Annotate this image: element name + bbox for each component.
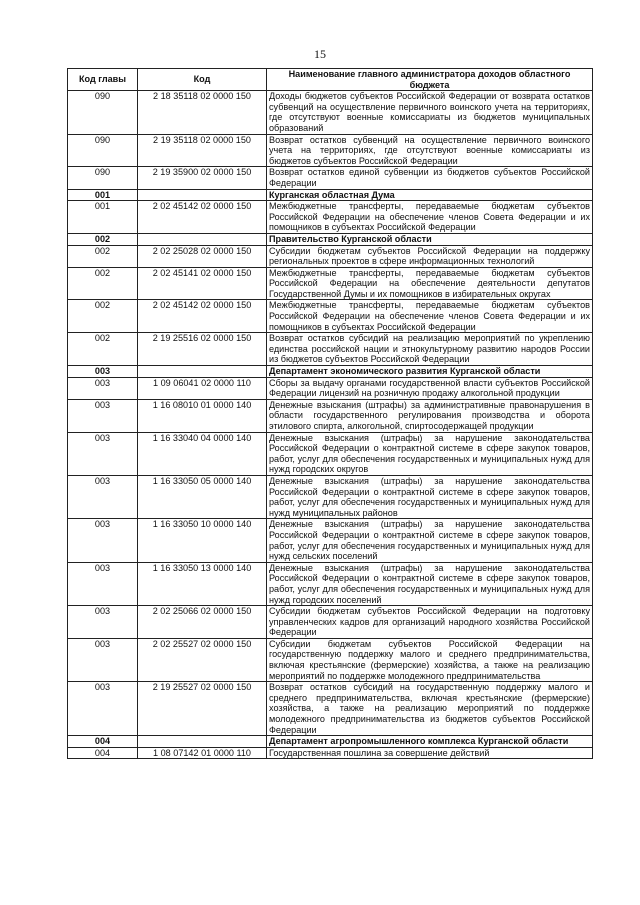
table-row	[68, 519, 593, 562]
chapter-code-cell: 002	[68, 333, 138, 366]
name-cell: Департамент экономического развития Курганской области	[267, 366, 593, 378]
chapter-code-cell: 090	[68, 134, 138, 167]
name-cell: Денежные взыскания (штрафы) за нарушение законодательства Российской Федерации о контрактной системе в сфере закупок товаров, работ, услуг для обеспечения государственных и муниципальных нужд для нужд городских поселений	[267, 562, 593, 605]
section-row	[68, 736, 593, 748]
table-row	[68, 134, 593, 167]
table-row	[68, 562, 593, 605]
table-row	[68, 267, 593, 300]
name-cell: Денежные взыскания (штрафы) за административные правонарушения в области государственного регулирования производства и оборота этилового спирта, алкогольной, спиртосодержащей продукции	[267, 399, 593, 432]
name-cell: Возврат остатков субвенций на осуществление первичного воинского учета на территориях, где отсутствуют военные комиссариаты из бюджетов субъектов Российской Федерации	[267, 134, 593, 167]
chapter-code-cell: 003	[68, 562, 138, 605]
table-row	[68, 432, 593, 475]
chapter-code-cell: 003	[68, 475, 138, 518]
name-cell: Межбюджетные трансферты, передаваемые бюджетам субъектов Российской Федерации на обеспечение деятельности депутатов Государственной Думы и их помощников в избирательных округах	[267, 267, 593, 300]
table-row	[68, 606, 593, 639]
chapter-code-cell: 003	[68, 638, 138, 681]
name-cell: Государственная пошлина за совершение действий	[267, 747, 593, 759]
name-cell: Денежные взыскания (штрафы) за нарушение законодательства Российской Федерации о контрактной системе в сфере закупок товаров, работ, услуг для обеспечения государственных и муниципальных нужд для нужд городских округов	[267, 432, 593, 475]
chapter-code-cell: 004	[68, 736, 138, 748]
code-cell	[138, 189, 267, 201]
table-row	[68, 201, 593, 234]
code-cell: 2 19 25516 02 0000 150	[138, 333, 267, 366]
code-cell: 2 02 25066 02 0000 150	[138, 606, 267, 639]
name-cell: Субсидии бюджетам субъектов Российской Федерации на поддержку региональных проектов в сфере информационных технологий	[267, 245, 593, 267]
code-cell: 2 02 45142 02 0000 150	[138, 201, 267, 234]
header-name: Наименование главного администратора доходов областного бюджета	[267, 69, 593, 91]
code-cell: 2 19 35118 02 0000 150	[138, 134, 267, 167]
chapter-code-cell: 090	[68, 91, 138, 134]
name-cell: Курганская областная Дума	[267, 189, 593, 201]
code-cell: 1 16 33050 13 0000 140	[138, 562, 267, 605]
name-cell: Денежные взыскания (штрафы) за нарушение законодательства Российской Федерации о контрактной системе в сфере закупок товаров, работ, услуг для обеспечения государственных и муниципальных нужд для нужд сельских поселений	[267, 519, 593, 562]
code-cell: 1 16 33040 04 0000 140	[138, 432, 267, 475]
chapter-code-cell: 001	[68, 201, 138, 234]
name-cell: Правительство Курганской области	[267, 233, 593, 245]
section-row	[68, 189, 593, 201]
chapter-code-cell: 003	[68, 366, 138, 378]
table-row	[68, 245, 593, 267]
code-cell	[138, 366, 267, 378]
table-row	[68, 333, 593, 366]
code-cell: 2 02 45142 02 0000 150	[138, 300, 267, 333]
chapter-code-cell: 090	[68, 167, 138, 189]
chapter-code-cell: 001	[68, 189, 138, 201]
table-row	[68, 399, 593, 432]
revenue-administrators-table	[67, 68, 593, 759]
chapter-code-cell: 002	[68, 233, 138, 245]
code-cell: 2 02 25028 02 0000 150	[138, 245, 267, 267]
name-cell: Сборы за выдачу органами государственной власти субъектов Российской Федерации лицензий на розничную продажу алкогольной продукции	[267, 377, 593, 399]
table-row	[68, 638, 593, 681]
chapter-code-cell: 002	[68, 245, 138, 267]
table-header-row	[68, 69, 593, 91]
name-cell: Возврат остатков субсидий на реализацию мероприятий по укреплению единства российской нации и этнокультурному развитию народов России из бюджетов субъектов Российской Федерации	[267, 333, 593, 366]
code-cell: 1 16 33050 10 0000 140	[138, 519, 267, 562]
table-row	[68, 300, 593, 333]
table-row	[68, 167, 593, 189]
code-cell: 2 18 35118 02 0000 150	[138, 91, 267, 134]
name-cell: Субсидии бюджетам субъектов Российской Федерации на подготовку управленческих кадров для организаций народного хозяйства Российской Федерации	[267, 606, 593, 639]
chapter-code-cell: 003	[68, 682, 138, 736]
code-cell: 2 19 25527 02 0000 150	[138, 682, 267, 736]
code-cell: 2 19 35900 02 0000 150	[138, 167, 267, 189]
section-row	[68, 366, 593, 378]
table-row	[68, 475, 593, 518]
chapter-code-cell: 002	[68, 267, 138, 300]
chapter-code-cell: 003	[68, 606, 138, 639]
code-cell	[138, 736, 267, 748]
code-cell: 1 09 06041 02 0000 110	[138, 377, 267, 399]
chapter-code-cell: 002	[68, 300, 138, 333]
table-row	[68, 377, 593, 399]
table-body	[68, 91, 593, 759]
name-cell: Возврат остатков единой субвенции из бюджетов субъектов Российской Федерации	[267, 167, 593, 189]
chapter-code-cell: 004	[68, 747, 138, 759]
header-code: Код	[138, 69, 267, 91]
page-number: 15	[314, 47, 326, 61]
name-cell: Возврат остатков субсидий на государственную поддержку малого и среднего предпринимательства, включая крестьянские (фермерские) хозяйства, а также на реализацию мероприятий по поддержке молодежного предпринимательства из бюджетов субъектов Российской Федерации	[267, 682, 593, 736]
name-cell: Департамент агропромышленного комплекса Курганской области	[267, 736, 593, 748]
table-row	[68, 682, 593, 736]
code-cell: 1 16 33050 05 0000 140	[138, 475, 267, 518]
name-cell: Межбюджетные трансферты, передаваемые бюджетам субъектов Российской Федерации на обеспечение членов Совета Федерации и их помощников в субъектах Российской Федерации	[267, 201, 593, 234]
table-row	[68, 747, 593, 759]
chapter-code-cell: 003	[68, 519, 138, 562]
code-cell	[138, 233, 267, 245]
name-cell: Денежные взыскания (штрафы) за нарушение законодательства Российской Федерации о контрактной системе в сфере закупок товаров, работ, услуг для обеспечения государственных и муниципальных нужд для нужд муниципальных районов	[267, 475, 593, 518]
header-chapter-code: Код главы	[68, 69, 138, 91]
code-cell: 1 08 07142 01 0000 110	[138, 747, 267, 759]
code-cell: 2 02 25527 02 0000 150	[138, 638, 267, 681]
chapter-code-cell: 003	[68, 377, 138, 399]
name-cell: Субсидии бюджетам субъектов Российской Федерации на государственную поддержку малого и среднего предпринимательства, включая крестьянские (фермерские) хозяйства, а также на реализацию мероприятий по поддержке молодежного предпринимательства	[267, 638, 593, 681]
table-row	[68, 91, 593, 134]
chapter-code-cell: 003	[68, 432, 138, 475]
code-cell: 1 16 08010 01 0000 140	[138, 399, 267, 432]
code-cell: 2 02 45141 02 0000 150	[138, 267, 267, 300]
chapter-code-cell: 003	[68, 399, 138, 432]
name-cell: Межбюджетные трансферты, передаваемые бюджетам субъектов Российской Федерации на обеспечение членов Совета Федерации и их помощников в субъектах Российской Федерации	[267, 300, 593, 333]
name-cell: Доходы бюджетов субъектов Российской Федерации от возврата остатков субвенций на осуществление первичного воинского учета на территориях, где отсутствуют военные комиссариаты из бюджетов муниципальных образований	[267, 91, 593, 134]
section-row	[68, 233, 593, 245]
